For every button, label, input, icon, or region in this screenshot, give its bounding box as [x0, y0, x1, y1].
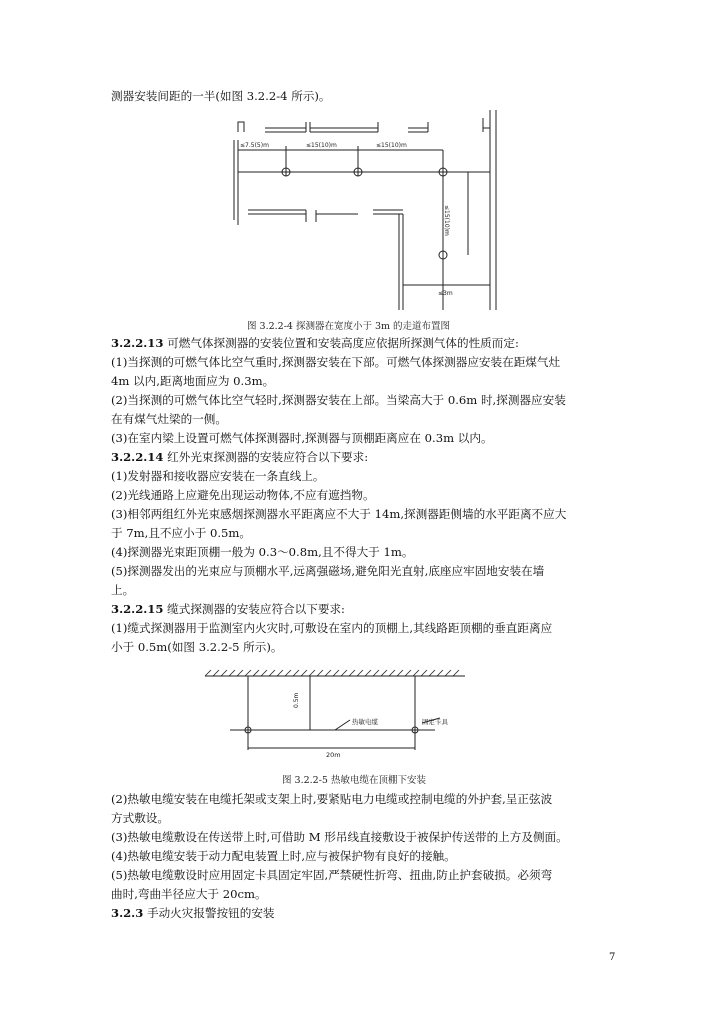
body-text: (1)发射器和接收器应安装在一条直线上。	[111, 469, 325, 483]
body-text: (3)热敏电缆敷设在传送带上时,可借助 M 形吊线直接敷设于被保护传送带的上方及侧面。	[111, 830, 568, 844]
section-number: 3.2.3	[111, 906, 144, 920]
span-label: 20m	[326, 751, 341, 759]
dim-label: ≤15(10)m	[306, 142, 337, 149]
figure-corridor-layout	[228, 110, 508, 315]
body-text: (2)当探测的可燃气体比空气轻时,探测器安装在上部。当梁高大于 0.6m 时,探测器应安装	[111, 393, 566, 407]
dim-label: ≤15(10)m	[443, 205, 450, 236]
body-text: (1)缆式探测器用于监测室内火灾时,可敷设在室内的顶棚上,其线路距顶棚的垂直距离应	[111, 621, 553, 635]
height-label: 0.5m	[293, 692, 300, 708]
body-text: (3)在室内梁上设置可燃气体探测器时,探测器与顶棚距离应在 0.3m 以内。	[111, 431, 493, 445]
body-text: (4)热敏电缆安装于动力配电装置上时,应与被保护物有良好的接触。	[111, 849, 456, 863]
body-text: (5)探测器发出的光束应与顶棚水平,远离强磁场,避免阳光直射,底座应牢固地安装在墙	[111, 564, 545, 578]
body-text: 小于 0.5m(如图 3.2.2-5 所示)。	[111, 640, 283, 654]
section-title: 缆式探测器的安装应符合以下要求:	[167, 602, 345, 616]
body-text: (4)探测器光束距顶棚一般为 0.3～0.8m,且不得大于 1m。	[111, 545, 414, 559]
dim-label: ≤15(10)m	[376, 142, 407, 149]
section-heading	[111, 601, 617, 618]
body-text: 在有煤气灶梁的一侧。	[111, 412, 227, 426]
body-text: (5)热敏电缆敷设时应用固定卡具固定牢固,严禁硬性折弯、扭曲,防止护套破损。必须弯	[111, 868, 553, 882]
dim-label: ≤7.5(5)m	[240, 142, 269, 149]
section-heading	[111, 335, 617, 352]
body-text: 测器安装间距的一半(如图 3.2.2-4 所示)。	[111, 89, 331, 103]
body-text: 4m 以内,距离地面应为 0.3m。	[111, 374, 275, 388]
section-number: 3.2.2.13	[111, 336, 164, 350]
section-title: 可燃气体探测器的安装位置和安装高度应依据所探测气体的性质而定:	[167, 336, 519, 350]
body-text: (3)相邻两组红外光束感烟探测器水平距离应不大于 14m,探测器距侧墙的水平距离不应大	[111, 507, 567, 521]
cable-label: 热敏电缆	[352, 718, 378, 726]
figure-cable-under-ceiling	[200, 668, 470, 760]
section-heading	[111, 905, 617, 922]
body-text: (2)热敏电缆安装在电缆托架或支架上时,要紧贴电力电缆或控制电缆的外护套,呈正弦波	[111, 792, 553, 806]
section-title: 红外光束探测器的安装应符合以下要求:	[167, 450, 369, 464]
body-text: (2)光线通路上应避免出现运动物体,不应有遮挡物。	[111, 488, 375, 502]
section-title: 手动火灾报警按钮的安装	[146, 906, 275, 920]
section-number: 3.2.2.14	[111, 450, 164, 464]
body-text: (1)当探测的可燃气体比空气重时,探测器安装在下部。可燃气体探测器应安装在距煤气灶	[111, 355, 561, 369]
section-number: 3.2.2.15	[111, 602, 164, 616]
figure-caption: 图 3.2.2-5 热敏电缆在顶棚下安装	[282, 775, 426, 786]
dim-label: ≤3m	[438, 290, 453, 297]
body-text: 上。	[111, 583, 135, 597]
figure-caption: 图 3.2.2-4 探测器在宽度小于 3m 的走道布置图	[247, 321, 451, 332]
clamp-label: 固定卡具	[422, 718, 448, 726]
page-number: 7	[609, 952, 616, 963]
body-text: 于 7m,且不应小于 0.5m。	[111, 526, 252, 540]
body-text: 曲时,弯曲半径应大于 20cm。	[111, 887, 267, 901]
body-text: 方式敷设。	[111, 811, 169, 825]
section-heading	[111, 449, 617, 466]
